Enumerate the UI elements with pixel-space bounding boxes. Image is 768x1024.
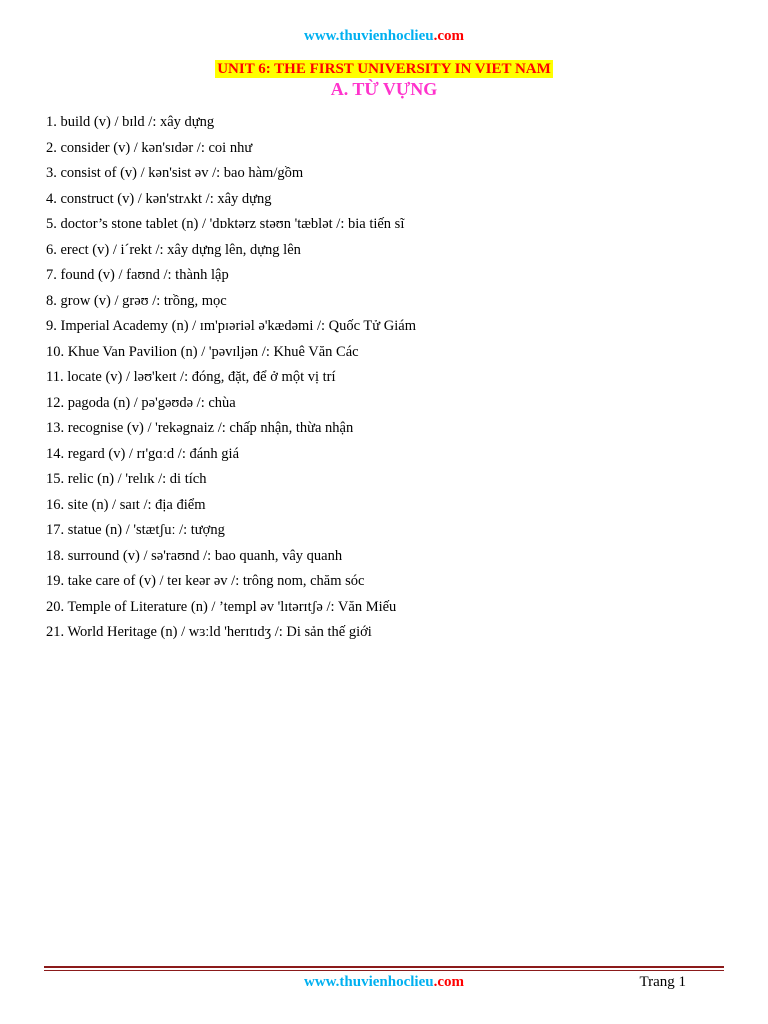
- unit-title-container: [0, 60, 768, 78]
- vocab-item: 20. Temple of Literature (n) / ’templ əv 'lɪtərɪtʃə /: Văn Miếu: [46, 598, 397, 615]
- vocab-item: 8. grow (v) / grəʊ /: trồng, mọc: [46, 292, 227, 309]
- vocab-item: 2. consider (v) / kən'sɪdər /: coi như: [46, 139, 253, 156]
- header-site-link[interactable]: [0, 28, 768, 45]
- vocab-item: 11. locate (v) / ləʊ'keɪt /: đóng, đặt, để ở một vị trí: [46, 369, 336, 385]
- vocab-item: 5. doctor’s stone tablet (n) / 'dɒktərz stəʊn 'tæblət /: bia tiến sĩ: [46, 216, 405, 232]
- vocabulary-list: [46, 110, 726, 646]
- vocab-item: 16. site (n) / saɪt /: địa điểm: [46, 496, 206, 513]
- vocab-item: 3. consist of (v) / kən'sist əv /: bao hàm/gồm: [46, 165, 304, 181]
- vocab-item: 17. statue (n) / 'stætʃuː /: tượng: [46, 522, 225, 538]
- vocab-item: 15. relic (n) / 'relɪk /: di tích: [46, 471, 207, 487]
- vocab-item: 18. surround (v) / sə'raʊnd /: bao quanh, vây quanh: [46, 547, 343, 564]
- footer-site-name: www.thuvienhoclieu: [303, 974, 434, 990]
- vocab-item: 10. Khue Van Pavilion (n) / 'pəvɪljən /: Khuê Văn Các: [46, 343, 359, 360]
- vocab-item: 6. erect (v) / i´rekt /: xây dựng lên, dựng lên: [46, 241, 301, 258]
- section-title: A. TỪ VỰNG: [330, 79, 438, 99]
- header-site-name: www.thuvienhoclieu: [303, 28, 434, 44]
- footer-divider-thin: [44, 970, 724, 971]
- vocab-item: 19. take care of (v) / teɪ keər əv /: trông nom, chăm sóc: [46, 573, 365, 589]
- vocab-item: 4. construct (v) / kən'strʌkt /: xây dựng: [46, 190, 272, 207]
- footer-site-tld: .com: [433, 974, 464, 990]
- vocab-item: 7. found (v) / faʊnd /: thành lập: [46, 267, 229, 283]
- page-number: Trang 1: [639, 974, 686, 990]
- vocab-item: 12. pagoda (n) / pə'gəʊdə /: chùa: [46, 394, 236, 411]
- unit-title: UNIT 6: THE FIRST UNIVERSITY IN VIET NAM: [217, 61, 551, 77]
- header-site-tld: .com: [433, 28, 464, 44]
- footer-divider: [44, 966, 724, 968]
- vocab-item: 1. build (v) / bɪld /: xây dựng: [46, 114, 215, 130]
- vocab-item: 14. regard (v) / rɪ'gɑːd /: đánh giá: [46, 445, 240, 462]
- vocab-item: 13. recognise (v) / 'rekəgnaiz /: chấp nhận, thừa nhận: [46, 420, 354, 436]
- vocab-item: 9. Imperial Academy (n) / ɪm'pɪəriəl ə'kædəmi /: Quốc Tử Giám: [46, 318, 416, 334]
- vocab-item: 21. World Heritage (n) / wɜːld 'herɪtɪdʒ /: Di sản thế giới: [46, 624, 372, 640]
